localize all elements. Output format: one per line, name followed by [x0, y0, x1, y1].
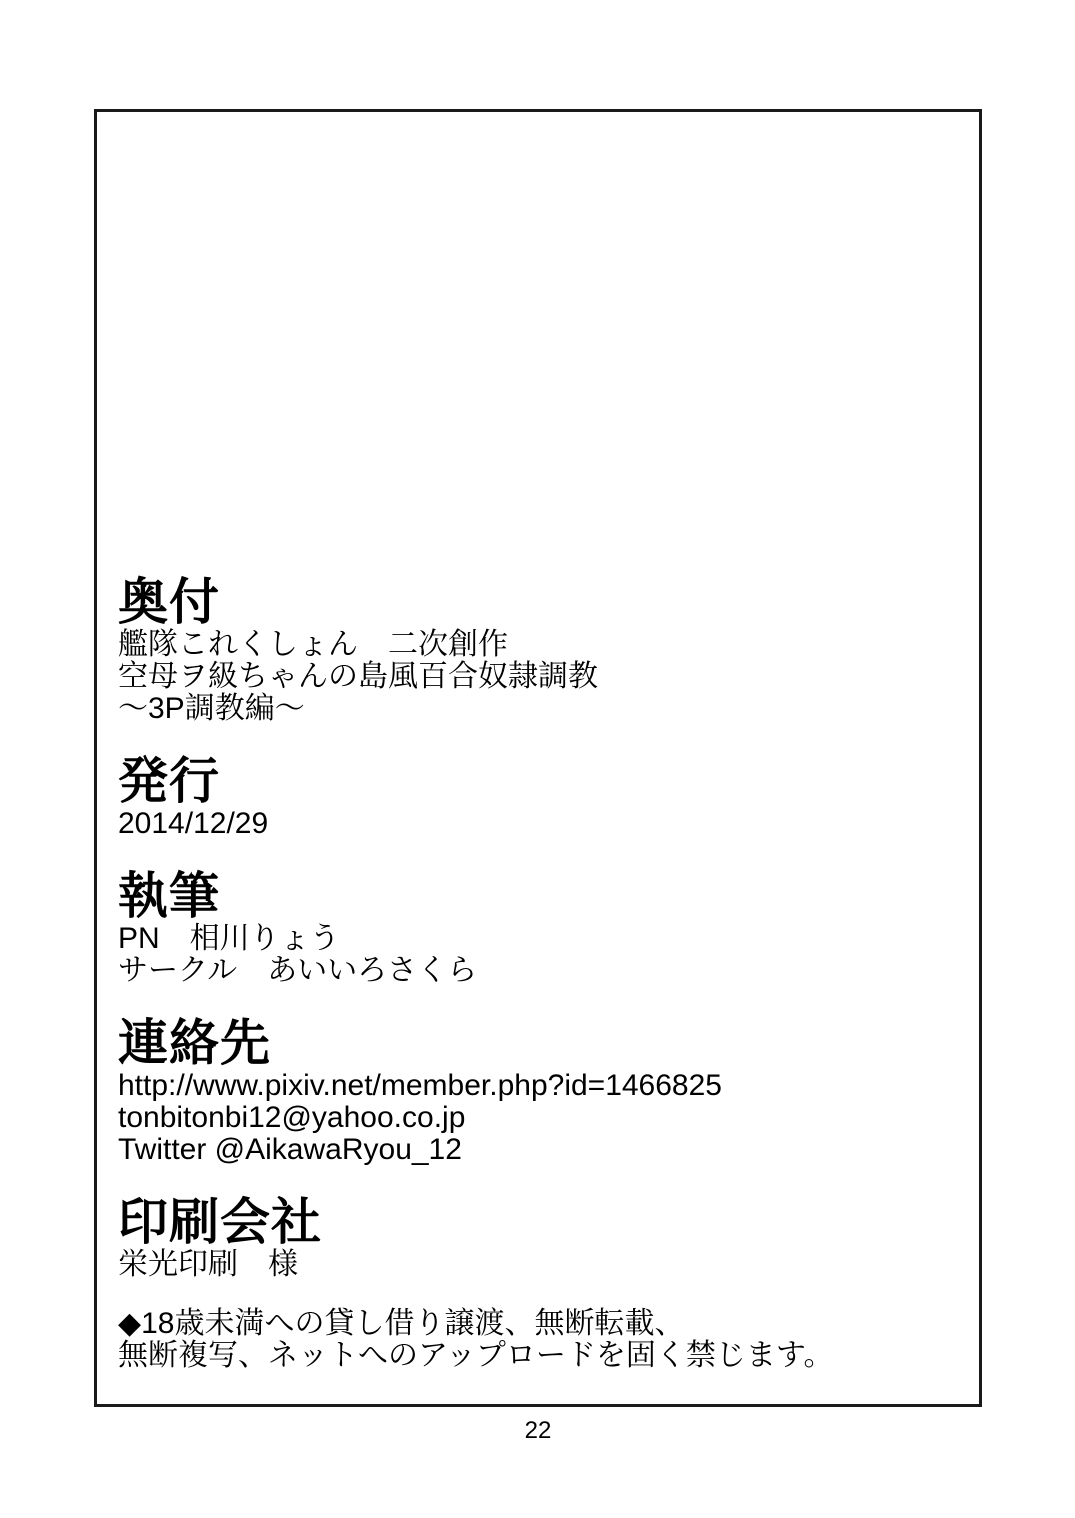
section-author — [118, 869, 961, 987]
page-number: 22 — [524, 1417, 552, 1444]
circle-name-line: サークル あいいろさくら — [118, 954, 478, 987]
disclaimer-line-2: 無断複写、ネットへのアップロードを固く禁じます。 — [118, 1339, 834, 1372]
email-line: tonbitonbi12@yahoo.co.jp — [118, 1101, 466, 1134]
twitter-line: Twitter @AikawaRyou_12 — [118, 1133, 462, 1166]
publication-date-line: 2014/12/29 — [118, 807, 269, 840]
contact-heading: 連絡先 — [118, 1015, 271, 1071]
okuzuke-heading: 奥付 — [118, 574, 220, 630]
pixiv-url-line: http://www.pixiv.net/member.php?id=1466825 — [118, 1069, 722, 1102]
section-publication — [118, 754, 961, 840]
section-contact — [118, 1016, 961, 1166]
disclaimer-line-1: ◆18歳未満への貸し借り譲渡、無断転載、 — [118, 1307, 685, 1340]
work-title-line: 空母ヲ級ちゃんの島風百合奴隷調教 — [118, 660, 598, 693]
author-heading: 執筆 — [118, 868, 220, 924]
printer-heading: 印刷会社 — [118, 1194, 322, 1250]
work-subtitle-line: ～3P調教編～ — [118, 692, 305, 725]
publication-heading: 発行 — [118, 753, 220, 809]
section-printer — [118, 1195, 961, 1281]
section-okuzuke — [118, 575, 961, 725]
colophon-frame — [94, 109, 982, 1407]
series-name-line: 艦隊これくしょん 二次創作 — [118, 628, 508, 661]
printer-name-line: 栄光印刷 様 — [118, 1248, 298, 1281]
disclaimer — [118, 1308, 961, 1372]
pen-name-line: PN 相川りょう — [118, 922, 340, 955]
